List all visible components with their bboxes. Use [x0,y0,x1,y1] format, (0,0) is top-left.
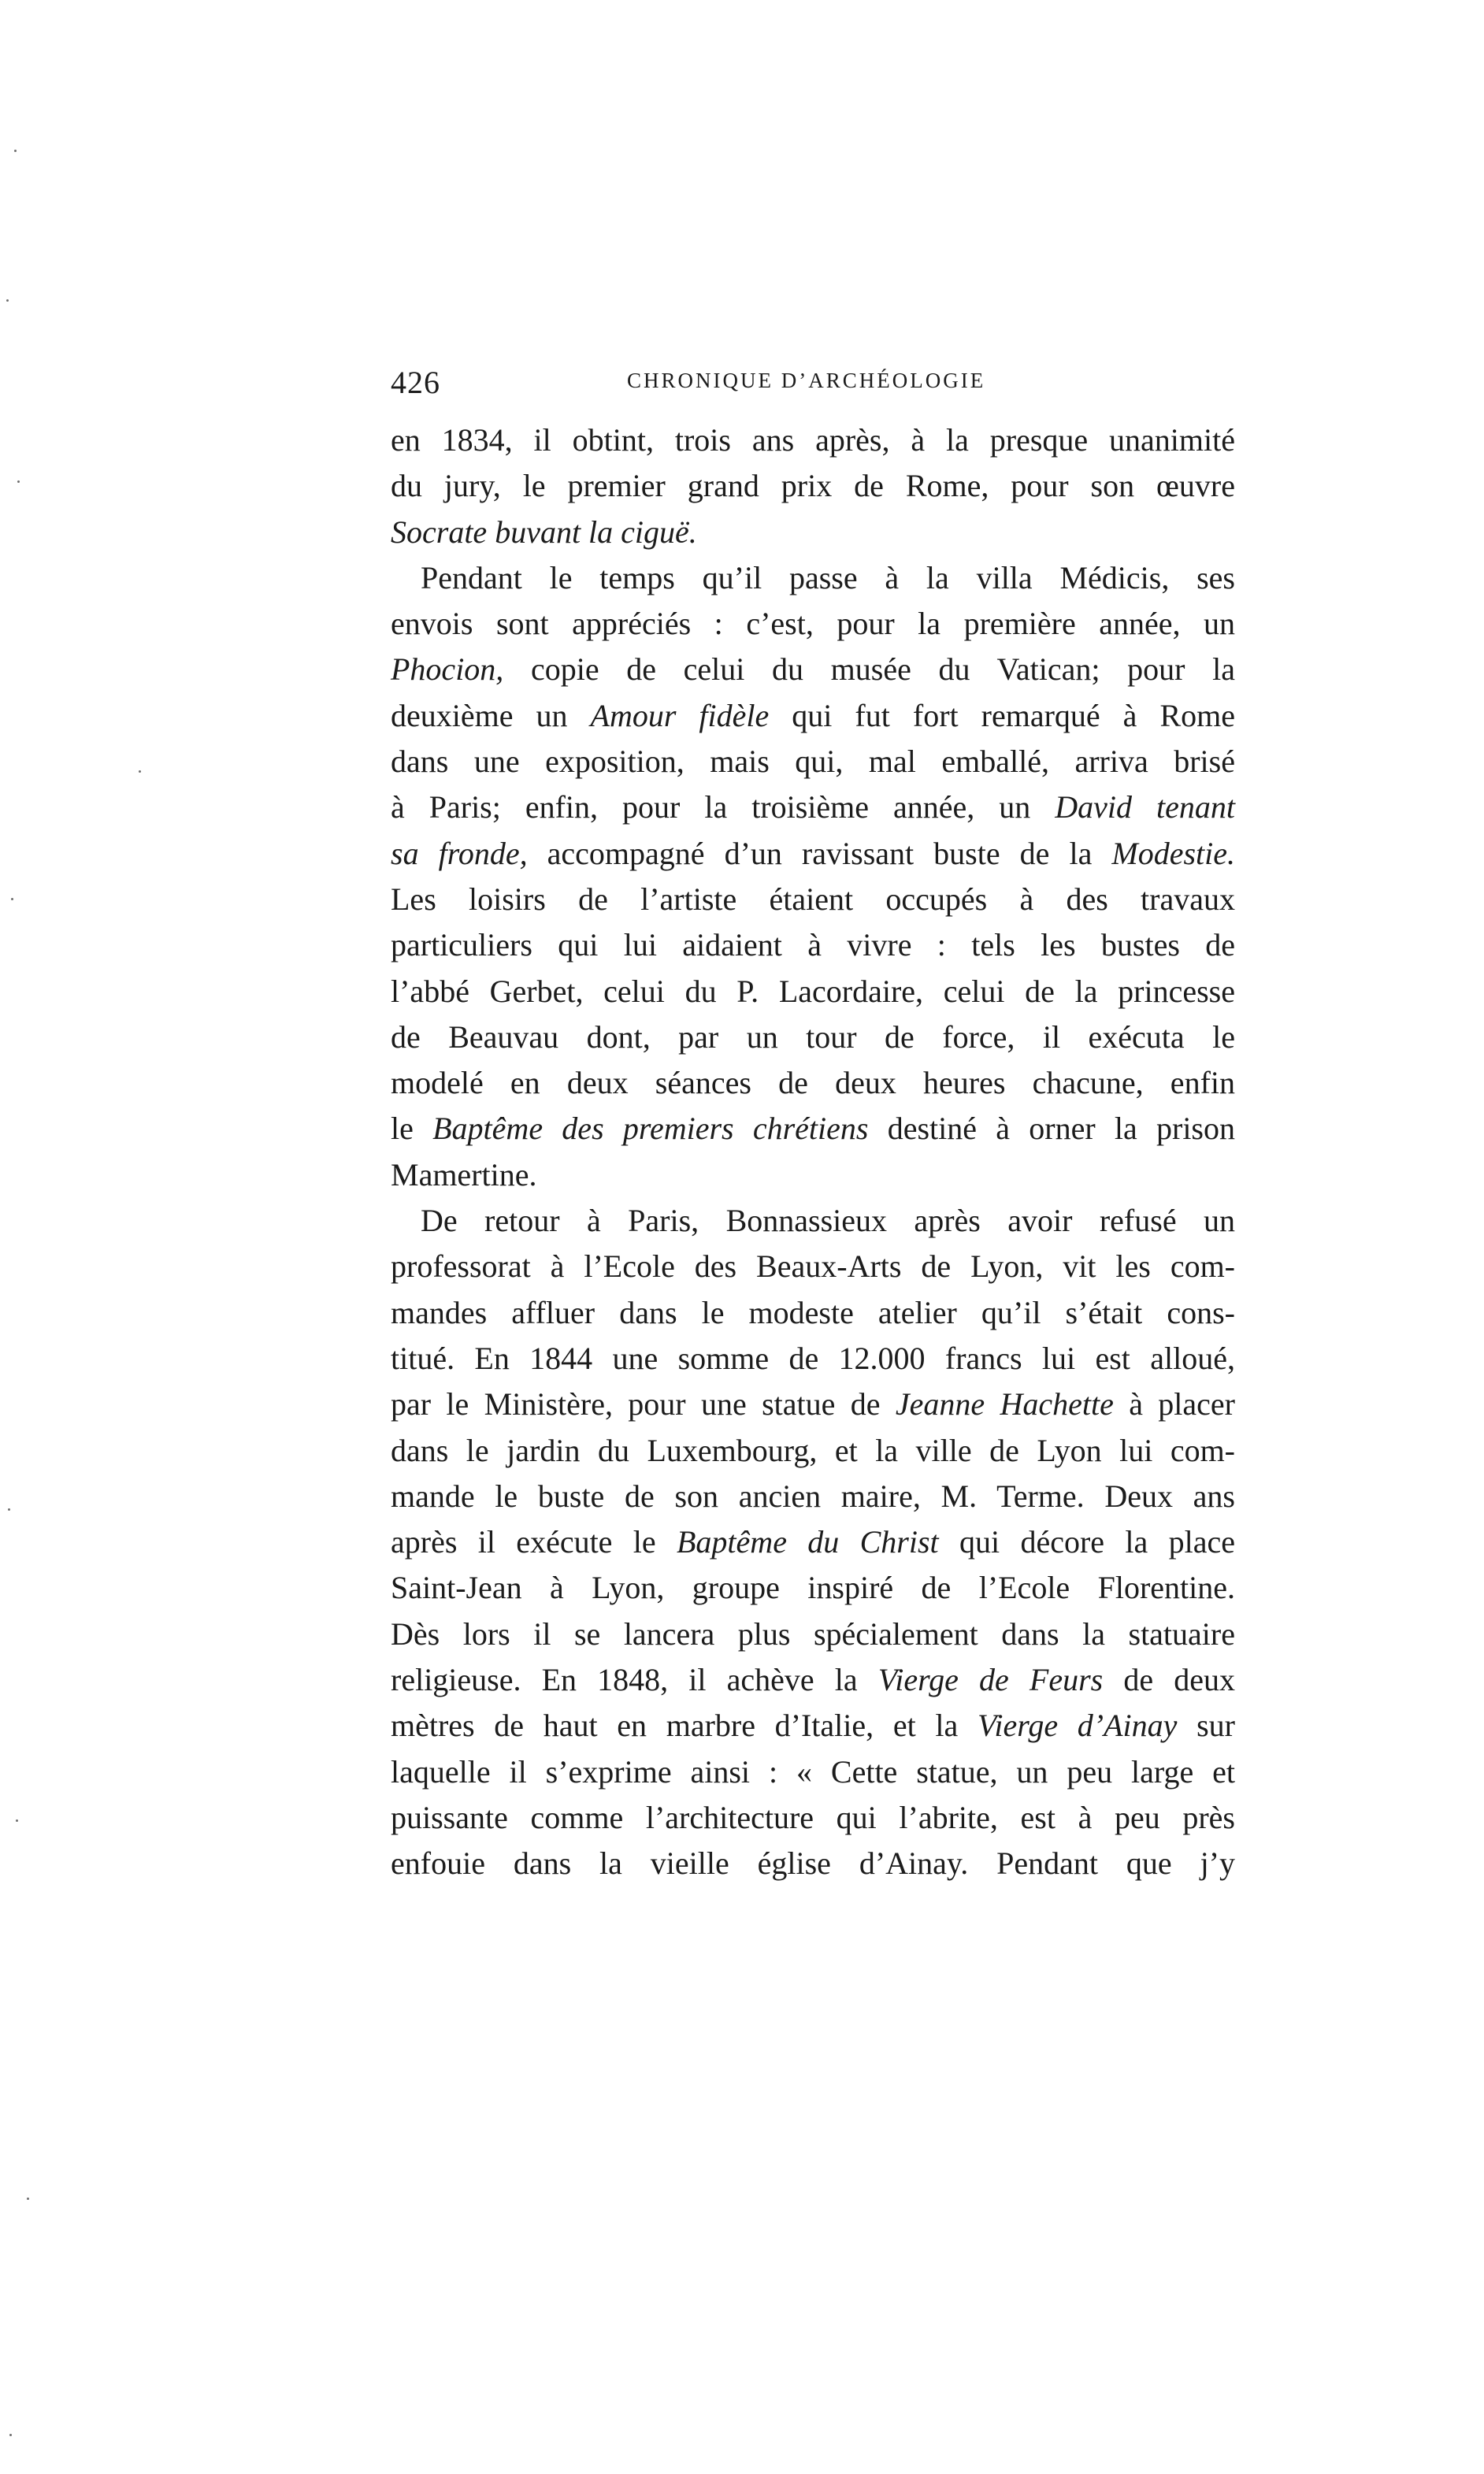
text-line: dans une exposition, mais qui, mal emballé, arriva brisé [391,744,1235,780]
text-line: Pendant le temps qu’il passe à la villa Médicis, ses [421,559,1235,595]
text-line: puissante comme l’architecture qui l’abrite, est à peu près [391,1799,1235,1835]
italic-title: Vierge de Feurs [877,1662,1104,1698]
text-line: Dès lors il se lancera plus spécialement dans la statuaire [391,1615,1235,1652]
italic-title: Phocion, [391,651,504,688]
scan-speck [8,1508,10,1511]
text-line: mètres de haut en marbre d’Italie, et la Vierge d’Ainay sur [391,1708,1236,1744]
scan-speck [27,2198,29,2200]
text-line: l’abbé Gerbet, celui du P. Lacordaire, celui de la princesse [391,973,1235,1009]
italic-title: Modestie. [1111,835,1236,871]
text-line: deuxième un Amour fidèle qui fut fort remarqué à Rome [391,697,1235,733]
text-line: sa fronde, accompagné d’un ravissant buste de la Modestie. [391,835,1236,871]
text-line: Mamertine. [391,1156,537,1192]
running-title: CHRONIQUE D’ARCHÉOLOGIE [627,369,986,392]
scan-speck [6,299,9,302]
text-line: mande le buste de son ancien maire, M. Terme. Deux ans [391,1478,1235,1514]
italic-title: Vierge d’Ainay [977,1708,1178,1744]
text-line: religieuse. En 1848, il achève la Vierge de Feurs de deux [391,1662,1235,1698]
text-line: professorat à l’Ecole des Beaux-Arts de Lyon, vit les com- [391,1248,1235,1285]
italic-title: Jeanne Hachette [895,1386,1114,1422]
text-line: particuliers qui lui aidaient à vivre : tels les bustes de [391,927,1235,963]
text-line: De retour à Paris, Bonnassieux après avoir refusé un [421,1203,1235,1239]
body-text [391,417,1235,1887]
page-number: 426 [391,365,440,400]
text-line: à Paris; enfin, pour la troisième année, un David tenant [391,789,1236,825]
scan-speck [9,2434,12,2436]
italic-title: sa fronde, [391,835,528,871]
scan-speck [17,480,20,483]
italic-title: Baptême des premiers chrétiens [432,1111,869,1147]
scan-speck [14,150,17,152]
text-line: Les loisirs de l’artiste étaient occupés à des travaux [391,881,1235,917]
italic-title: David tenant [1055,789,1236,825]
text-line [391,510,1235,555]
text-line: modelé en deux séances de deux heures chacune, enfin [391,1065,1235,1101]
text-line: après il exécute le Baptême du Christ qui décore la place [391,1524,1235,1560]
text-line: le Baptême des premiers chrétiens destiné à orner la prison [391,1111,1236,1147]
text-line: du jury, le premier grand prix de Rome, pour son œuvre [391,468,1235,504]
text-line: dans le jardin du Luxembourg, et la ville de Lyon lui com- [391,1432,1235,1468]
text-line: mandes affluer dans le modeste atelier qu’il s’était cons- [391,1294,1235,1330]
page-header [391,364,1235,403]
text-line: laquelle il s’exprime ainsi : « Cette statue, un peu large et [391,1753,1235,1790]
scan-speck [11,898,13,900]
italic-title: Baptême du Christ [677,1524,939,1560]
text-line: Saint-Jean à Lyon, groupe inspiré de l’Ecole Florentine. [391,1570,1235,1606]
text-line: titué. En 1844 une somme de 12.000 francs lui est alloué, [391,1340,1235,1376]
scan-speck [139,770,141,773]
italic-title: Amour fidèle [590,697,770,733]
text-line: par le Ministère, pour une statue de Jeanne Hachette à placer [391,1386,1235,1422]
text-line: enfouie dans la vieille église d’Ainay. Pendant que j’y [391,1845,1235,1882]
text-line: de Beauvau dont, par un tour de force, il exécuta le [391,1018,1235,1055]
italic-title: Socrate buvant la ciguë. [391,514,697,550]
scan-speck [16,1819,18,1822]
text-line: Phocion, copie de celui du musée du Vatican; pour la [391,651,1235,688]
text-line: envois sont appréciés : c’est, pour la première année, un [391,606,1235,642]
text-line: en 1834, il obtint, trois ans après, à la presque unanimité [391,422,1235,458]
